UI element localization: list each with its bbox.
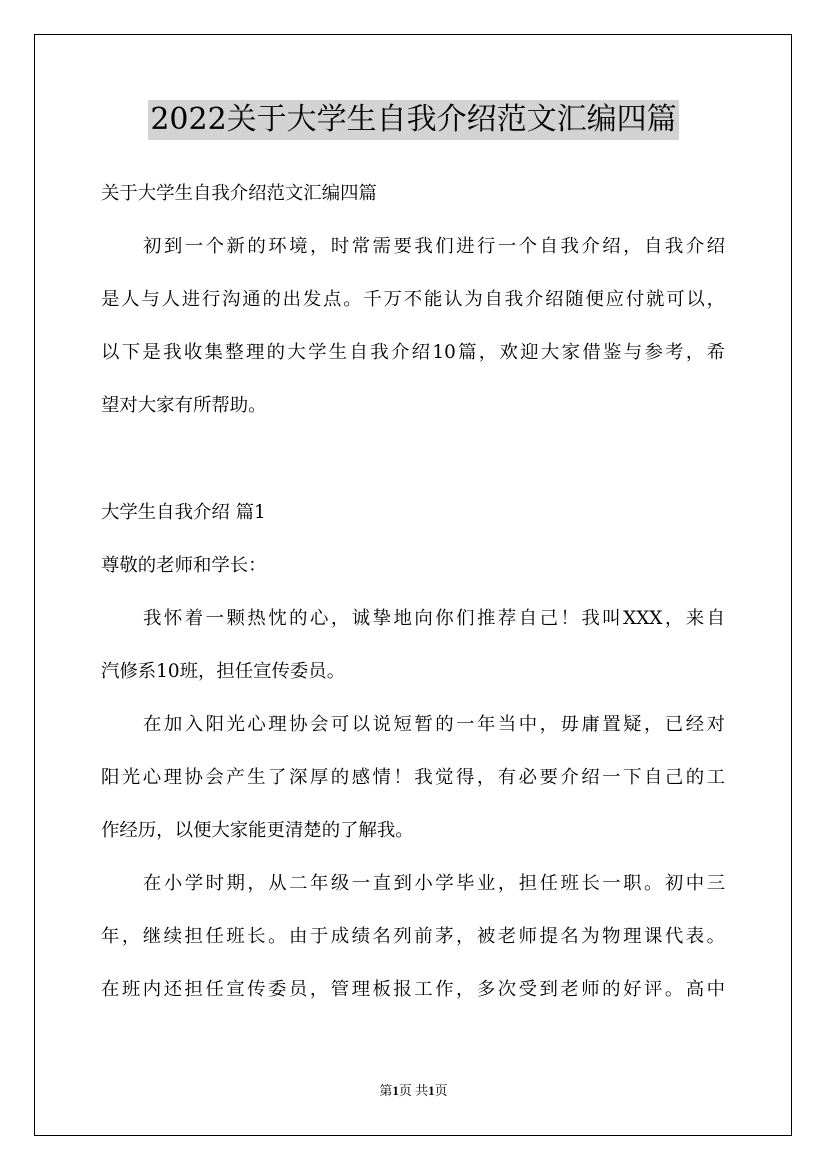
intro-line: 以下是我收集整理的大学生自我介绍10篇，欢迎大家借鉴与参考，希 bbox=[101, 342, 725, 363]
footer-page-number: 1 bbox=[392, 1083, 399, 1098]
paragraph-line: 在小学时期，从二年级一直到小学毕业，担任班长一职。初中三 bbox=[143, 873, 725, 894]
section-heading: 大学生自我介绍 篇1 bbox=[101, 502, 266, 523]
paragraph-line: 汽修系10班，担任宣传委员。 bbox=[101, 661, 346, 682]
document-subtitle: 关于大学生自我介绍范文汇编四篇 bbox=[101, 183, 377, 204]
footer-total-suffix: 页 bbox=[434, 1083, 448, 1098]
paragraph-line: 年，继续担任班长。由于成绩名列前茅，被老师提名为物理课代表。 bbox=[101, 926, 725, 947]
footer-total-number: 1 bbox=[428, 1083, 435, 1098]
paragraph-line: 我怀着一颗热忱的心，诚挚地向你们推荐自己！我叫XXX，来自 bbox=[143, 608, 725, 629]
document-body bbox=[101, 176, 725, 1008]
intro-line: 初到一个新的环境，时常需要我们进行一个自我介绍，自我介绍 bbox=[143, 236, 725, 257]
footer-total-prefix: 共 bbox=[415, 1083, 429, 1098]
intro-line: 望对大家有所帮助。 bbox=[101, 395, 267, 416]
page-footer bbox=[0, 1082, 827, 1100]
salutation: 尊敬的老师和学长： bbox=[101, 555, 267, 576]
document-title: 2022关于大学生自我介绍范文汇编四篇 bbox=[148, 100, 678, 140]
paragraph-line: 阳光心理协会产生了深厚的感情！我觉得，有必要介绍一下自己的工 bbox=[101, 767, 725, 788]
footer-page-prefix: 第 bbox=[379, 1083, 393, 1098]
paragraph-line: 作经历，以便大家能更清楚的了解我。 bbox=[101, 820, 414, 841]
intro-line: 是人与人进行沟通的出发点。千万不能认为自我介绍随便应付就可以， bbox=[101, 289, 725, 310]
title-container bbox=[0, 100, 827, 140]
paragraph-line: 在班内还担任宣传委员，管理板报工作，多次受到老师的好评。高中 bbox=[101, 979, 725, 1000]
paragraph-line: 在加入阳光心理协会可以说短暂的一年当中，毋庸置疑，已经对 bbox=[143, 714, 725, 735]
footer-page-suffix: 页 bbox=[398, 1083, 412, 1098]
